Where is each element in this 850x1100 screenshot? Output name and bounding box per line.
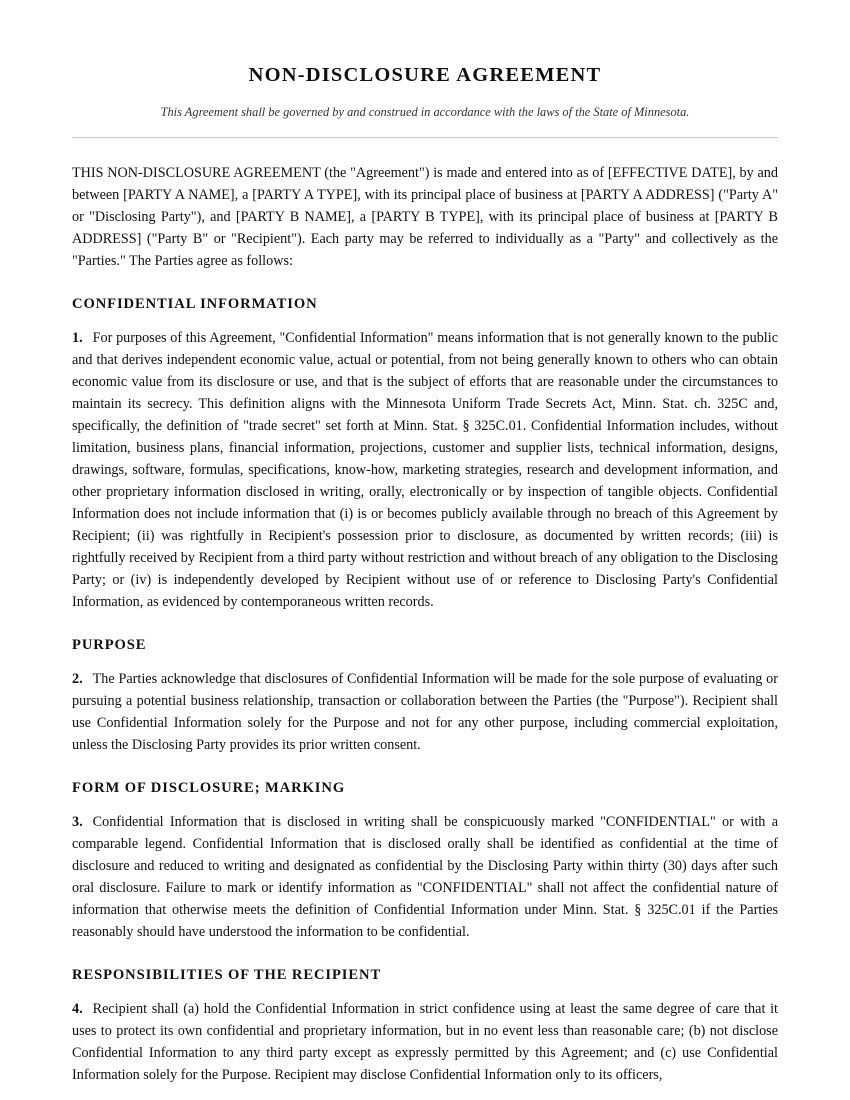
section-number: 3. [72,814,83,830]
section-heading-form-of-disclosure: FORM OF DISCLOSURE; MARKING [72,780,346,796]
section-number: 1. [72,330,83,346]
section-heading-responsibilities: RESPONSIBILITIES OF THE RECIPIENT [72,967,382,983]
document-title: NON-DISCLOSURE AGREEMENT [248,64,602,86]
section-text: For purposes of this Agreement, "Confidential Information" means information that is not generally known to the public and that derives independent economic value, actual or potential, from not being generally known to others who can obtain economic value from its disclosure or use, and that is the subject of efforts that are reasonable under the circumstances to maintain its secrecy. This definition aligns with the Minnesota Uniform Trade Secrets Act, Minn. Stat. ch. 325C and, specifically, the definition of "trade secret" set forth at Minn. Stat. § 325C.01. Confidential Information includes, without limitation, business plans, financial information, projections, customer and supplier lists, technical information, designs, drawings, software, formulas, specifications, know-how, marketing strategies, research and development information, and other proprietary information disclosed in writing, orally, electronically or by inspection of tangible objects. Confidential Information does not include information that (i) is or becomes publicly available through no breach of this Agreement by Recipient; (ii) was rightfully in Recipient's possession prior to disclosure, as documented by written records; (iii) is rightfully received by Recipient from a third party without restriction and without breach of any obligation to the Disclosing Party; or (iv) is independently developed by Recipient without use of or reference to Disclosing Party's Confidential Information, as evidenced by contemporaneous written records. [72,330,778,610]
section-text: The Parties acknowledge that disclosures of Confidential Information will be made for the sole purpose of evaluating or pursuing a potential business relationship, transaction or collaboration between the Parties (the "Purpose"). Recipient shall use Confidential Information solely for the Purpose and not for any other purpose, including commercial exploitation, unless the Disclosing Party provides its prior written consent. [72,671,778,753]
governing-law-subtitle: This Agreement shall be governed by and construed in accordance with the laws of the State of Minnesota. [160,105,690,119]
section-number: 2. [72,671,83,687]
section-paragraph-1 [72,327,778,613]
section-heading-purpose: PURPOSE [72,637,147,653]
section-paragraph-3 [72,811,778,943]
section-text: Confidential Information that is disclosed in writing shall be conspicuously marked "CONFIDENTIAL" or with a comparable legend. Confidential Information that is disclosed orally shall be identified as confidential at the time of disclosure and reduced to writing and designated as confidential by the Disclosing Party within thirty (30) days after such oral disclosure. Failure to mark or identify information as "CONFIDENTIAL" shall not affect the confidential nature of information that otherwise meets the definition of Confidential Information under Minn. Stat. § 325C.01 if the Parties reasonably should have understood the information to be confidential. [72,814,778,940]
section-text: Recipient shall (a) hold the Confidential Information in strict confidence using at least the same degree of care that it uses to protect its own confidential and proprietary information, but in no event less than reasonable care; (b) not disclose Confidential Information to any third party except as expressly permitted by this Agreement; and (c) use Confidential Information solely for the Purpose. Recipient may disclose Confidential Information only to its officers, [72,1001,778,1083]
section-number: 4. [72,1001,83,1017]
section-paragraph-4 [72,998,778,1086]
header-divider [72,137,778,138]
document-page [72,0,778,1086]
intro-paragraph: THIS NON-DISCLOSURE AGREEMENT (the "Agreement") is made and entered into as of [EFFECTIVE DATE], by and between [PARTY A NAME], a [PARTY A TYPE], with its principal place of business at [PARTY A ADDRESS] ("Party A" or "Disclosing Party"), and [PARTY B NAME], a [PARTY B TYPE], with its principal place of business at [PARTY B ADDRESS] ("Party B" or "Recipient"). Each party may be referred to individually as a "Party" and collectively as the "Parties." The Parties agree as follows: [72,165,778,269]
section-heading-confidential-information: CONFIDENTIAL INFORMATION [72,296,318,312]
section-paragraph-2 [72,668,778,756]
